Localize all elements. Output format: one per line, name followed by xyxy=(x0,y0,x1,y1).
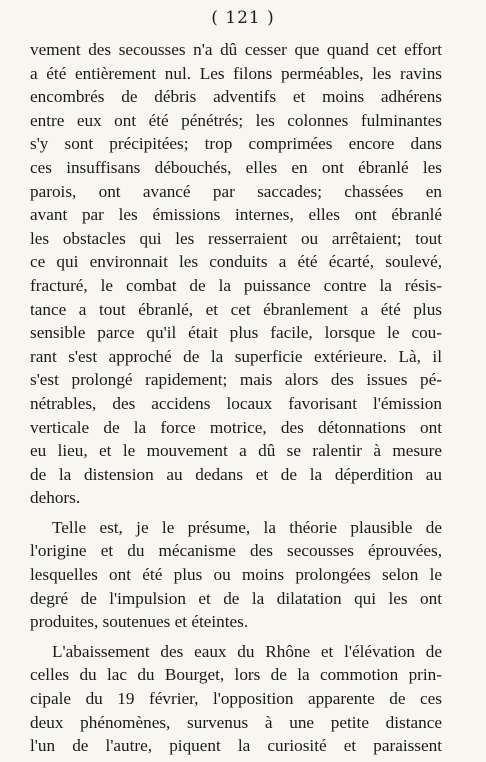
text-line: vement des secousses n'a dû cesser que quand cet effort xyxy=(30,40,442,59)
text-line: s'y sont précipitées; trop comprimées encore dans xyxy=(30,134,442,154)
text-line: parois, ont avancé par saccades; chassées en xyxy=(30,181,442,201)
text-line: dehors. xyxy=(30,488,81,508)
text-line: s'est prolongé rapidement; mais alors des issues pé- xyxy=(30,370,442,390)
paragraph-1 xyxy=(30,38,442,510)
text-line: nétrables, des accidens locaux favorisant l'émission xyxy=(30,393,442,413)
text-line: tance a tout ébranlé, et cet ébranlement a été plus xyxy=(30,299,442,319)
text-line: rant s'est approché de la superficie extérieure. Là, il xyxy=(30,346,442,366)
text-line: L'abaissement des eaux du Rhône et l'élévation de xyxy=(52,641,442,661)
text-line: deux phénomènes, survenus à une petite distance xyxy=(30,712,442,732)
text-line: les obstacles qui les resserraient ou arrêtaient; tout xyxy=(30,228,442,248)
paragraph-3 xyxy=(30,640,442,758)
text-line: degré de l'impulsion et de la dilatation qui les ont xyxy=(30,588,442,608)
paragraph-2 xyxy=(30,516,442,634)
text-line: lesquelles ont été plus ou moins prolongées selon le xyxy=(30,565,442,585)
text-line: produites, soutenues et éteintes. xyxy=(30,612,249,632)
text-line: l'un de l'autre, piquent la curiosité et paraissent xyxy=(30,736,442,756)
text-line: verticale de la force motrice, des détonnations ont xyxy=(30,417,442,437)
text-line: ce qui environnait les conduits a été écarté, soulevé, xyxy=(30,252,442,272)
text-line: ces insuffisans débouchés, elles en ont ébranlé les xyxy=(30,157,442,177)
text-line: celles du lac du Bourget, lors de la commotion prin- xyxy=(30,665,442,685)
text-line: avant par les émissions internes, elles ont ébranlé xyxy=(30,205,442,225)
body-text xyxy=(30,38,442,758)
text-line: a été entièrement nul. Les filons perméables, les ravins xyxy=(30,63,442,83)
text-line: l'origine et du mécanisme des secousses éprouvées, xyxy=(30,541,442,561)
text-line: eu lieu, et le mouvement a dû se ralentir à mesure xyxy=(30,441,442,461)
text-line: encombrés de débris adventifs et moins adhérens xyxy=(30,87,442,107)
text-line: entre eux ont été pénétrés; les colonnes fulminantes xyxy=(30,110,442,130)
text-line: sensible parce qu'il était plus facile, lorsque le cou- xyxy=(30,323,442,343)
page-number: ( 121 ) xyxy=(211,8,275,28)
text-line: cipale du 19 février, l'opposition apparente de ces xyxy=(30,689,442,709)
text-line: de la distension au dedans et de la déperdition au xyxy=(30,464,442,484)
text-line: fracturé, le combat de la puissance contre la résis- xyxy=(30,275,442,295)
text-line: Telle est, je le présume, la théorie plausible de xyxy=(52,517,442,537)
